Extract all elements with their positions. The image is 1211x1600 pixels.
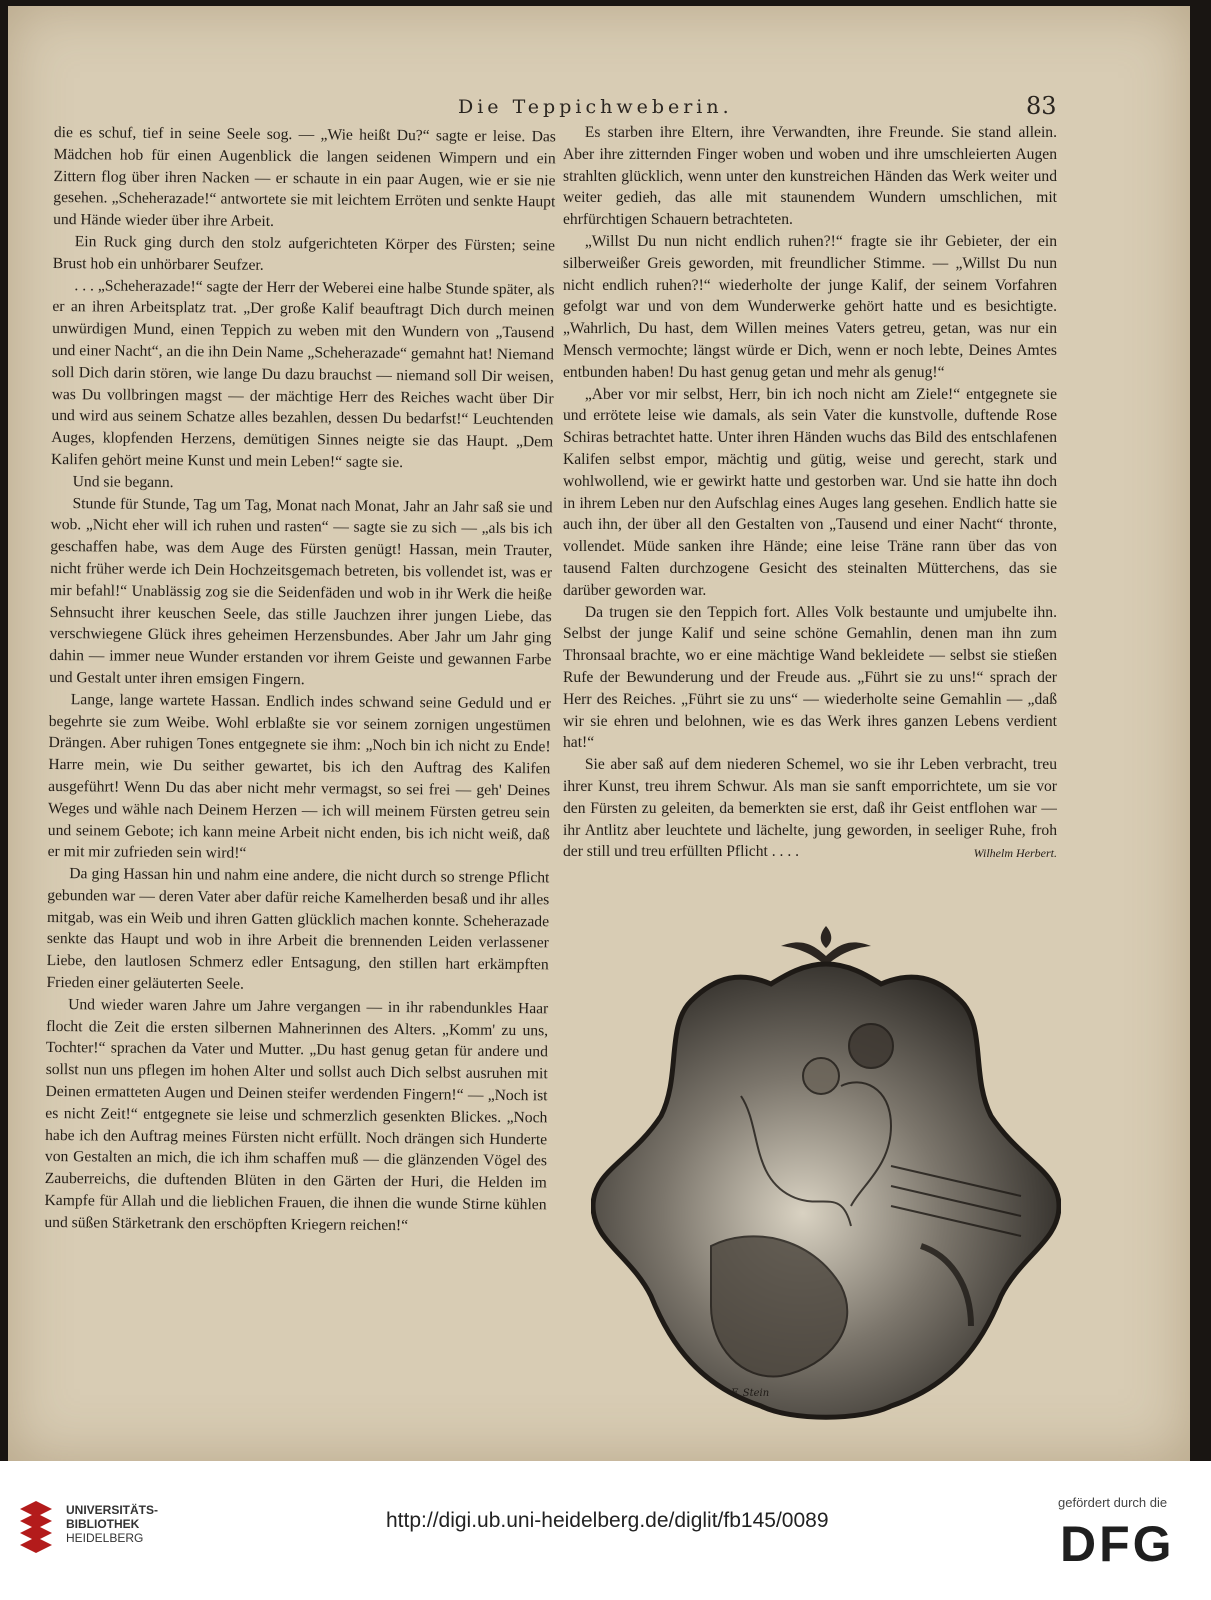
- library-name: UNIVERSITÄTS- BIBLIOTHEK HEIDELBERG: [66, 1503, 159, 1545]
- paragraph: Es starben ihre Eltern, ihre Verwandten, ihre Freunde. Sie stand allein. Aber ihre zitternden Finger woben und woben und ihre umschleierten Augen strahlten glücklich, wenn unter den kunstreichen Händen das Werk weiter und weiter gedieh, das alle mit staunendem Wundern umschlichen, mit ehrfürchtigen Schauern betrachteten.: [563, 124, 1057, 229]
- paragraph: Und sie begann.: [72, 472, 174, 491]
- scanned-page: [8, 6, 1190, 1461]
- right-text-column: [563, 122, 1057, 922]
- viewer-footer: [0, 1461, 1211, 1600]
- paragraph: Und wieder waren Jahre um Jahre vergangen — in ihr rabendunkles Haar flocht die Zeit die ersten silbernen Mahnerinnen des Alters. „Komm' zu uns, Tochter!“ sprachen da Vater und Mutter. „Du hast genug getan für andere und sollst nun uns pflegen im hohen Alter und sollst auch Dich selbst ausruhen mit Deinen ermatteten Augen und Deinen steifer werdenden Fingern!“ — „Noch ist es nicht Zeit!“ entgegnete sie leise und schmerzlich gesenkten Blickes. „Noch habe ich den Auftrag meines Fürsten nicht erfüllt. Noch drängen sich Hunderte von Gestalten an mich, die ich ihm schaffen muß — die glänzenden Vögel des Zauberreichs, die duftenden Blüten in den Gärten der Huri, die Helden im Kampfe für Allah und die lieblichen Frauen, die ihnen die wunde Stirne kühlen und süßen Stärketrank den erschöpften Kriegern reichen!“: [44, 996, 549, 1234]
- paragraph: Da trugen sie den Teppich fort. Alles Volk bestaunte und umjubelte ihn. Selbst der junge Kalif und seine schöne Gemahlin, denen man ihn zum Thronsaal brachte, wo er eine mächtige Wand bekleidete — selbst sie stießen Rufe der Bewunderung und der Freude aus. „Führt sie zu uns!“ sprach der Herr des Reiches. „Führt sie zu uns“ — wiederholte seine Gemahlin — „daß wir sie ehren und belohnen, wie es das Werk ihres ganzen Lebens verdient hat!“: [563, 603, 1057, 752]
- paragraph: Lange, lange wartete Hassan. Endlich indes schwand seine Geduld und er begehrte sie zum Weibe. Wohl erblaßte sie vor seinem zornigen ungestümen Drängen. Aber ruhigen Tones entgegnete sie ihm: „Noch bin ich nicht zu Ende! Harre mein, wie Du seither gewartet, bis ich den Auftrag des Kalifen ausgeführt! Wenn Du das aber nicht mehr vermagst, so sei frei — geh' Deines Weges und wähle nach Deinem Herzen — ich will meinem Fürsten getreu sein und seinem Gebote; ich kann meine Arbeit nicht enden, bis ich nicht weiß, daß er mit mir zufrieden sein wird!“: [47, 690, 552, 863]
- paragraph: Ein Ruck ging durch den stolz aufgerichteten Körper des Fürsten; seine Brust hob ein unhörbarer Seufzer.: [52, 233, 556, 274]
- paragraph: . . . „Scheherazade!“ sagte der Herr der Weberei eine halbe Stunde später, als er an ihren Arbeitsplatz trat. „Der große Kalif beauftragt Dich durch meinen unwürdigen Mund, einen Teppich zu weben mit den Wundern von „Tausend und einer Nacht“, an die ihn Dein Name „Scheherazade“ gemahnt hat! Niemand soll Dich darin stören, wie lange Du dazu brauchst — niemand soll Dir weisen, was Du vollbringen magst — der mächtige Herr des Reiches wacht über Dir und wird aus seinem Schatze alles bezahlen, dessen Du bedarfst!“ Leuchtenden Auges, klopfenden Herzens, demütigen Sinnes neigte sie das Haupt. „Dem Kalifen gehört meine Kunst und mein Leben!“ sagte sie.: [50, 276, 555, 472]
- paragraph: „Aber vor mir selbst, Herr, bin ich noch nicht am Ziele!“ entgegnete sie und errötete leise wie damals, als sein Vater die kunstvolle, duftende Rose Schiras betrachtet hatte. Unter ihren Händen wuchs das Bild des entschlafenen Kalifen selbst empor, mächtig und gütig, weise und gerecht, stark und wohlwollend, wie er gewirkt hatte und gestorben war. Und sie hatte ihn doch in ihrem Leben nur den Aufschlag eines Auges lang gesehen. Endlich hatte sie auch ihn, der über all den Gestalten von „Tausend und einer Nacht“ thronte, vollendet. Müde sanken ihre Hände; eine leise Träne rann über das von tausend Falten durchzogene Gesicht des steinalten Mütterchens, das sie darüber geworden war.: [563, 385, 1057, 599]
- dfg-logo: DFG: [1060, 1516, 1175, 1572]
- left-text-column: [43, 122, 556, 1416]
- permalink-url[interactable]: http://digi.ub.uni-heidelberg.de/diglit/fb145/0089: [386, 1509, 829, 1532]
- ornament-top-icon: [781, 926, 871, 966]
- author-signature: Wilhelm Herbert.: [973, 846, 1057, 861]
- paragraph: Sie aber saß auf dem niederen Schemel, wo sie ihr Leben verbracht, treu ihrer Kunst, treu ihrem Schwur. Als man sie sanft emporrichtete, um sie vor den Fürsten zu geleiten, da bemerkten sie erst, daß ihr Geist entflohen war — ihr Antlitz aber leuchtete und lächelte, jung geworden, in seeliger Ruhe, froh der still und treu erfüllten Pflicht . . . .: [563, 756, 1057, 861]
- paragraph: Stunde für Stunde, Tag um Tag, Monat nach Monat, Jahr an Jahr saß sie und wob. „Nicht eher will ich ruhen und rasten“ — sagte sie zu sich — „als bis ich geschaffen habe, was dem Auge des Fürsten genügt! Hassan, mein Trauter, nicht früher werde ich Dein Hochzeitsgemach betreten, bis vollendet ist, was er mir befahl!“ Unablässig zog sie die Seidenfäden und wob in ihr Werk die heiße Sehnsucht ihrer keuschen Seele, das stille Jauchzen ihrer jungen Liebe, das verschwiegene Glück ihres geheimen Herzensbundes. Aber Jahr um Jahr ging dahin — immer neue Wunder erstanden vor ihrem Geiste und gewannen Farbe und Gestalt unter ihren emsigen Fingern.: [49, 494, 553, 689]
- artist-mark: F. Stein: [731, 1388, 770, 1399]
- paragraph: die es schuf, tief in seine Seele sog. — „Wie heißt Du?“ sagte er leise. Das Mädchen hob für einen Augenblick die langen seidenen Wimpern und ein Zittern flog über ihren Nacken — er schaute in ein paar Augen, wie er sie nie gesehen. „Scheherazade!“ antwortete sie mit leichtem Erröten und senkte Haupt und Hände wieder über ihre Arbeit.: [53, 123, 556, 231]
- running-header-title: Die Teppichweberin.: [458, 96, 733, 118]
- funded-by-label: gefördert durch die: [1058, 1495, 1168, 1510]
- university-library-logo-icon: [16, 1499, 56, 1554]
- page-number: 83: [1026, 92, 1057, 120]
- paragraph: Da ging Hassan hin und nahm eine andere, die nicht durch so strenge Pflicht gebunden war — deren Vater aber dafür reiche Kamelherden besaß und ihr alles mitgab, was ein Weib und ihren Gatten glücklich machen konnte. Scheherazade senkte das Haupt und wob in ihre Arbeit die brennenden Leiden verlassener Liebe, den lautlosen Schmerz edler Entsagung, den stillen hart erkämpften Frieden einer geläuterten Seele.: [46, 865, 550, 993]
- paragraph: „Willst Du nun nicht endlich ruhen?!“ fragte sie ihr Gebieter, der ein silberweißer Greis geworden, mit freundlicher Stimme. — „Willst Du nun nicht endlich ruhen?!“ wiederholte der junge Kalif, der seinem Vorfahren gefolgt war und von dem Wunderwerke gehört hatte und es besichtigte. „Wahrlich, Du hast, dem Willen meines Vaters getreu, getan, was nur ein Mensch vermochte; längst würde er Dich, wenn er noch lebte, Deines Amtes entbunden haben! Du hast genug getan und mehr als genug!“: [563, 232, 1057, 381]
- weaver-illustration: [591, 926, 1061, 1426]
